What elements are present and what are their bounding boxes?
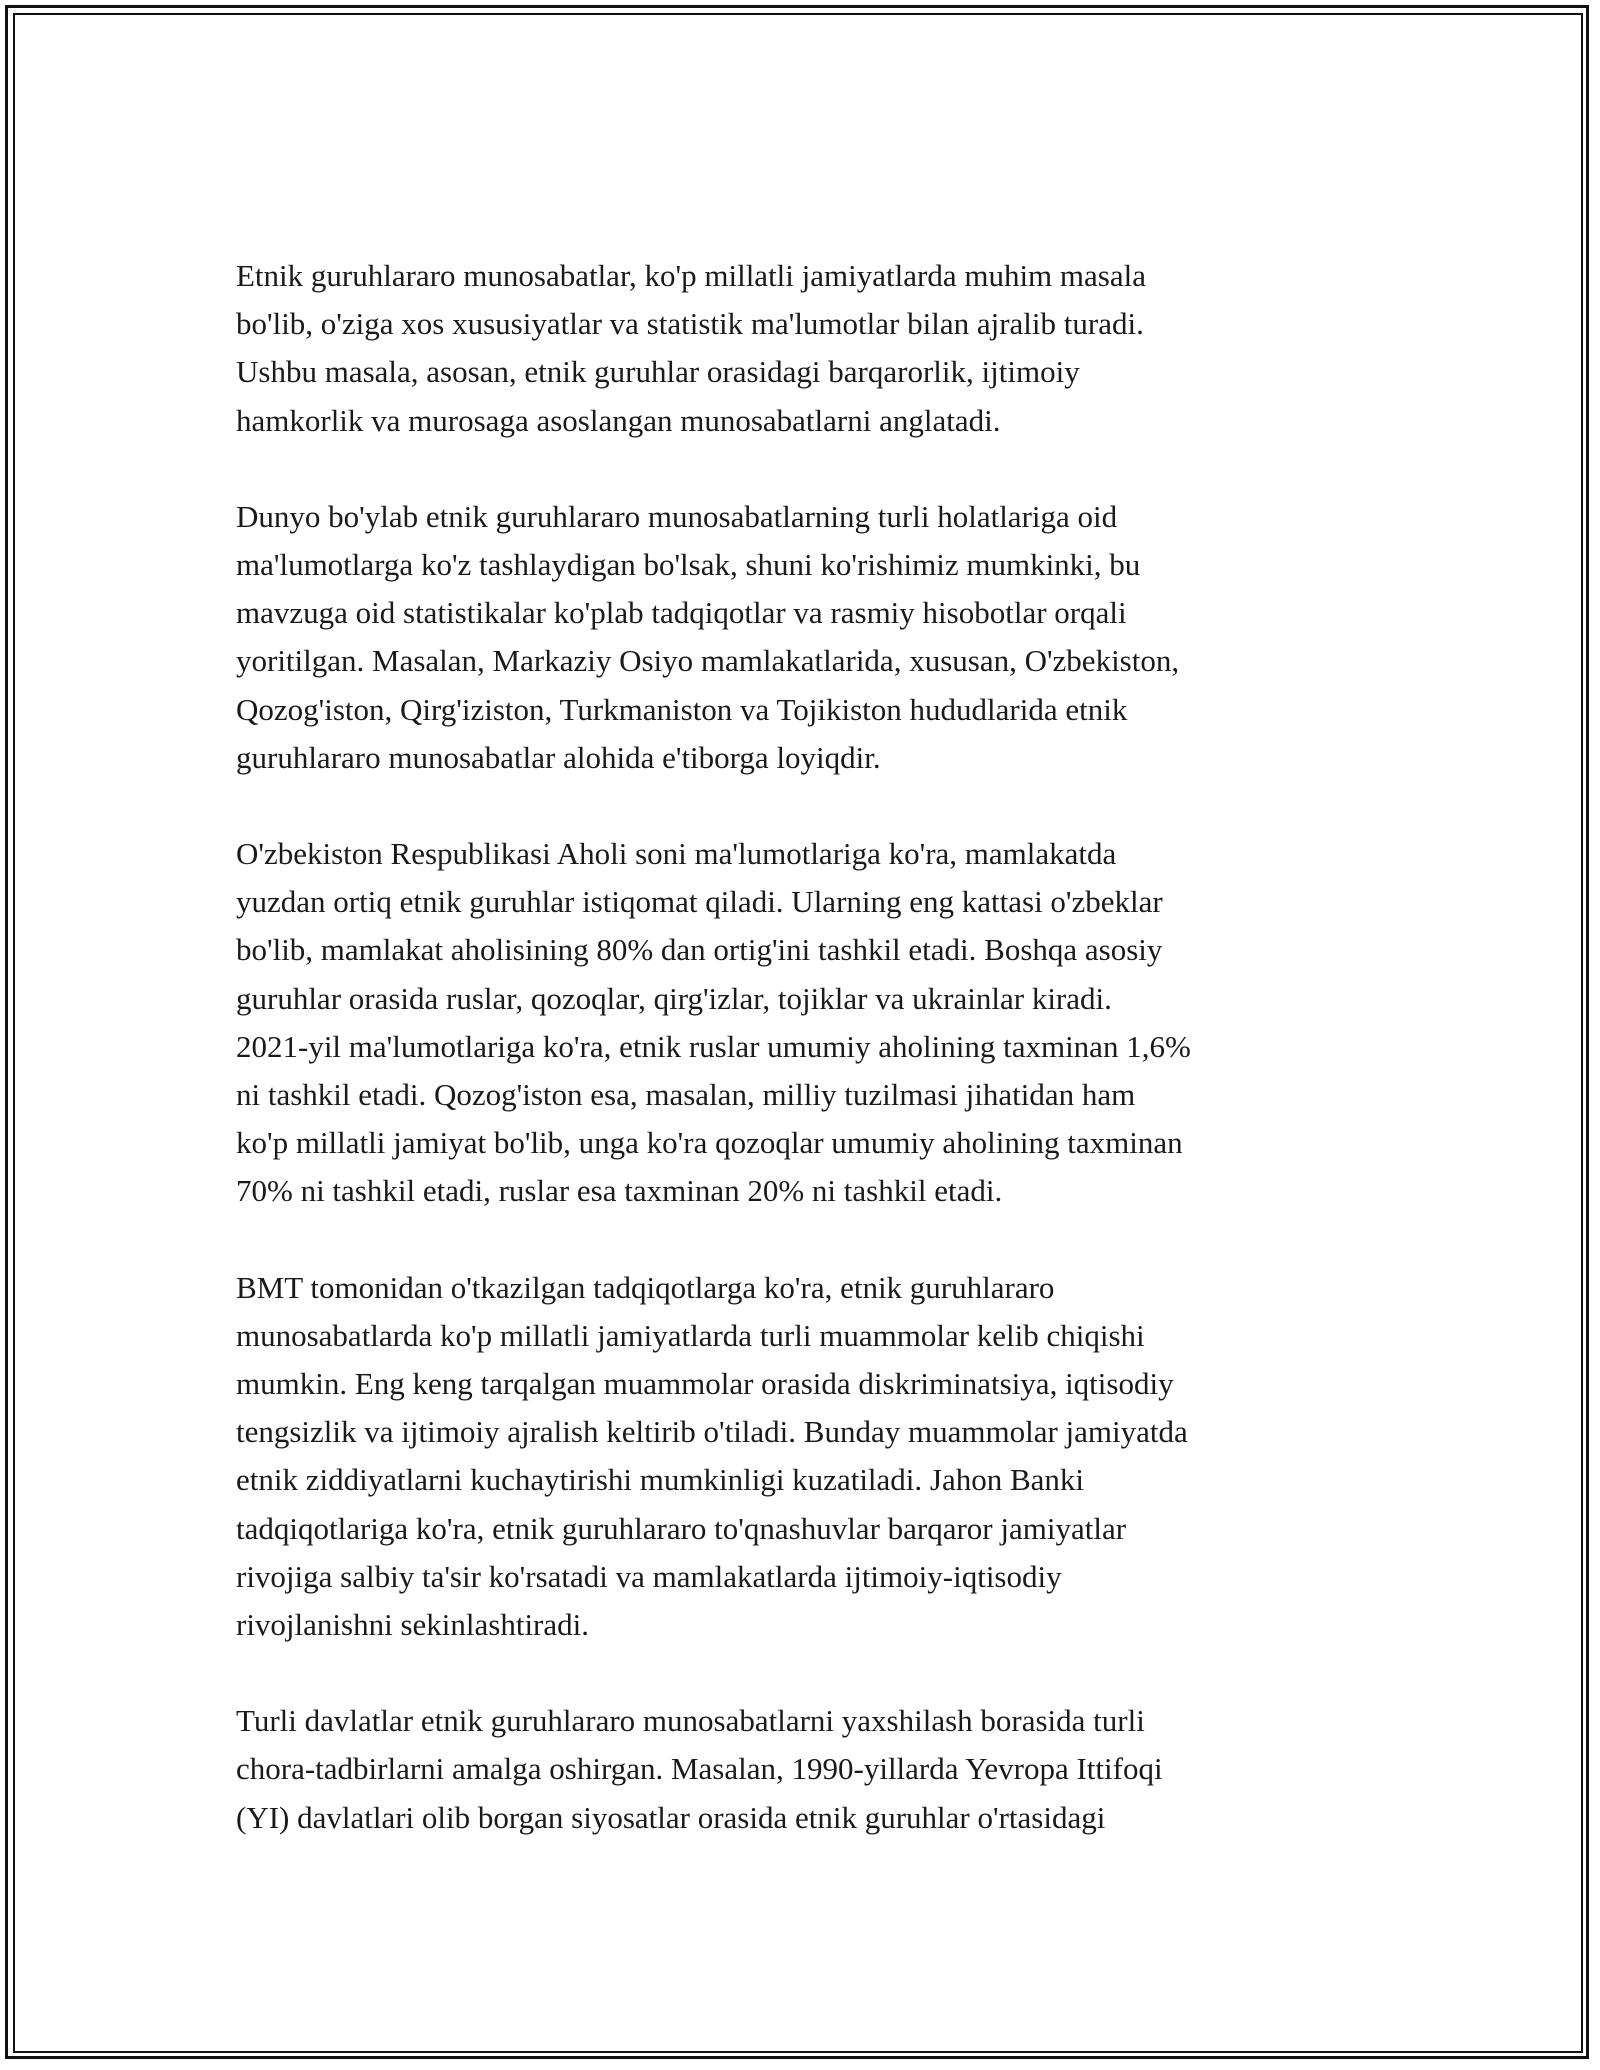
paragraph-4: BMT tomonidan o'tkazilgan tadqiqotlarga ko'ra, etnik guruhlararo munosabatlarda ko'p millatli jamiyatlarda turli muammolar kelib chiqishi mumkin. Eng keng tarqalgan muammolar orasida diskriminatsiya, iqtisodiy tengsizlik va ijtimoiy ajralish keltirib o'tiladi. Bunday muammolar jamiyatda etnik ziddiyatlarni kuchaytirishi mumkinligi kuzatiladi. Jahon Banki tadqiqotlariga ko'ra, etnik guruhlararo to'qnashuvlar barqaror jamiyatlar rivojiga salbiy ta'sir ko'rsatadi va mamlakatlarda ijtimoiy-iqtisodiy rivojlanishni sekinlashtiradi. (236, 1269, 1188, 1643)
paragraph-2: Dunyo bo'ylab etnik guruhlararo munosabatlarning turli holatlariga oid ma'lumotlarga ko'z tashlaydigan bo'lsak, shuni ko'rishimiz mumkinki, bu mavzuga oid statistikalar ko'plab tadqiqotlar va rasmiy hisobotlar orqali yoritilgan. Masalan, Markaziy Osiyo mamlakatlarida, xususan, O'zbekiston, Qozog'iston, Qirg'iziston, Turkmaniston va Tojikiston hududlarida etnik guruhlararo munosabatlar alohida e'tiborga loyiqdir. (236, 498, 1180, 775)
paragraph-5: Turli davlatlar etnik guruhlararo munosabatlarni yaxshilash borasida turli chora-tadbirlarni amalga oshirgan. Masalan, 1990-yillarda Yevropa Ittifoqi (YI) davlatlari olib borgan siyosatlar orasida etnik guruhlar o'rtasidagi (236, 1703, 1163, 1835)
document-body (236, 252, 1376, 1890)
paragraph-1: Etnik guruhlararo munosabatlar, ko'p millatli jamiyatlarda muhim masala bo'lib, o'ziga xos xususiyatlar va statistik ma'lumotlar bilan ajralib turadi. Ushbu masala, asosan, etnik guruhlar orasidagi barqarorlik, ijtimoiy hamkorlik va murosaga asoslangan munosabatlarni anglatadi. (236, 258, 1146, 438)
paragraph-3: O'zbekiston Respublikasi Aholi soni ma'lumotlariga ko'ra, mamlakatda yuzdan ortiq etnik guruhlar istiqomat qiladi. Ularning eng kattasi o'zbeklar bo'lib, mamlakat aholisining 80% dan ortig'ini tashkil etadi. Boshqa asosiy guruhlar orasida ruslar, qozoqlar, qirg'izlar, tojiklar va ukrainlar kiradi. 2021-yil ma'lumotlariga ko'ra, etnik ruslar umumiy aholining taxminan 1,6% ni tashkil etadi. Qozog'iston esa, masalan, milliy tuzilmasi jihatidan ham ko'p millatli jamiyat bo'lib, unga ko'ra qozoqlar umumiy aholining taxminan 70% ni tashkil etadi, ruslar esa taxminan 20% ni tashkil etadi. (236, 836, 1191, 1209)
